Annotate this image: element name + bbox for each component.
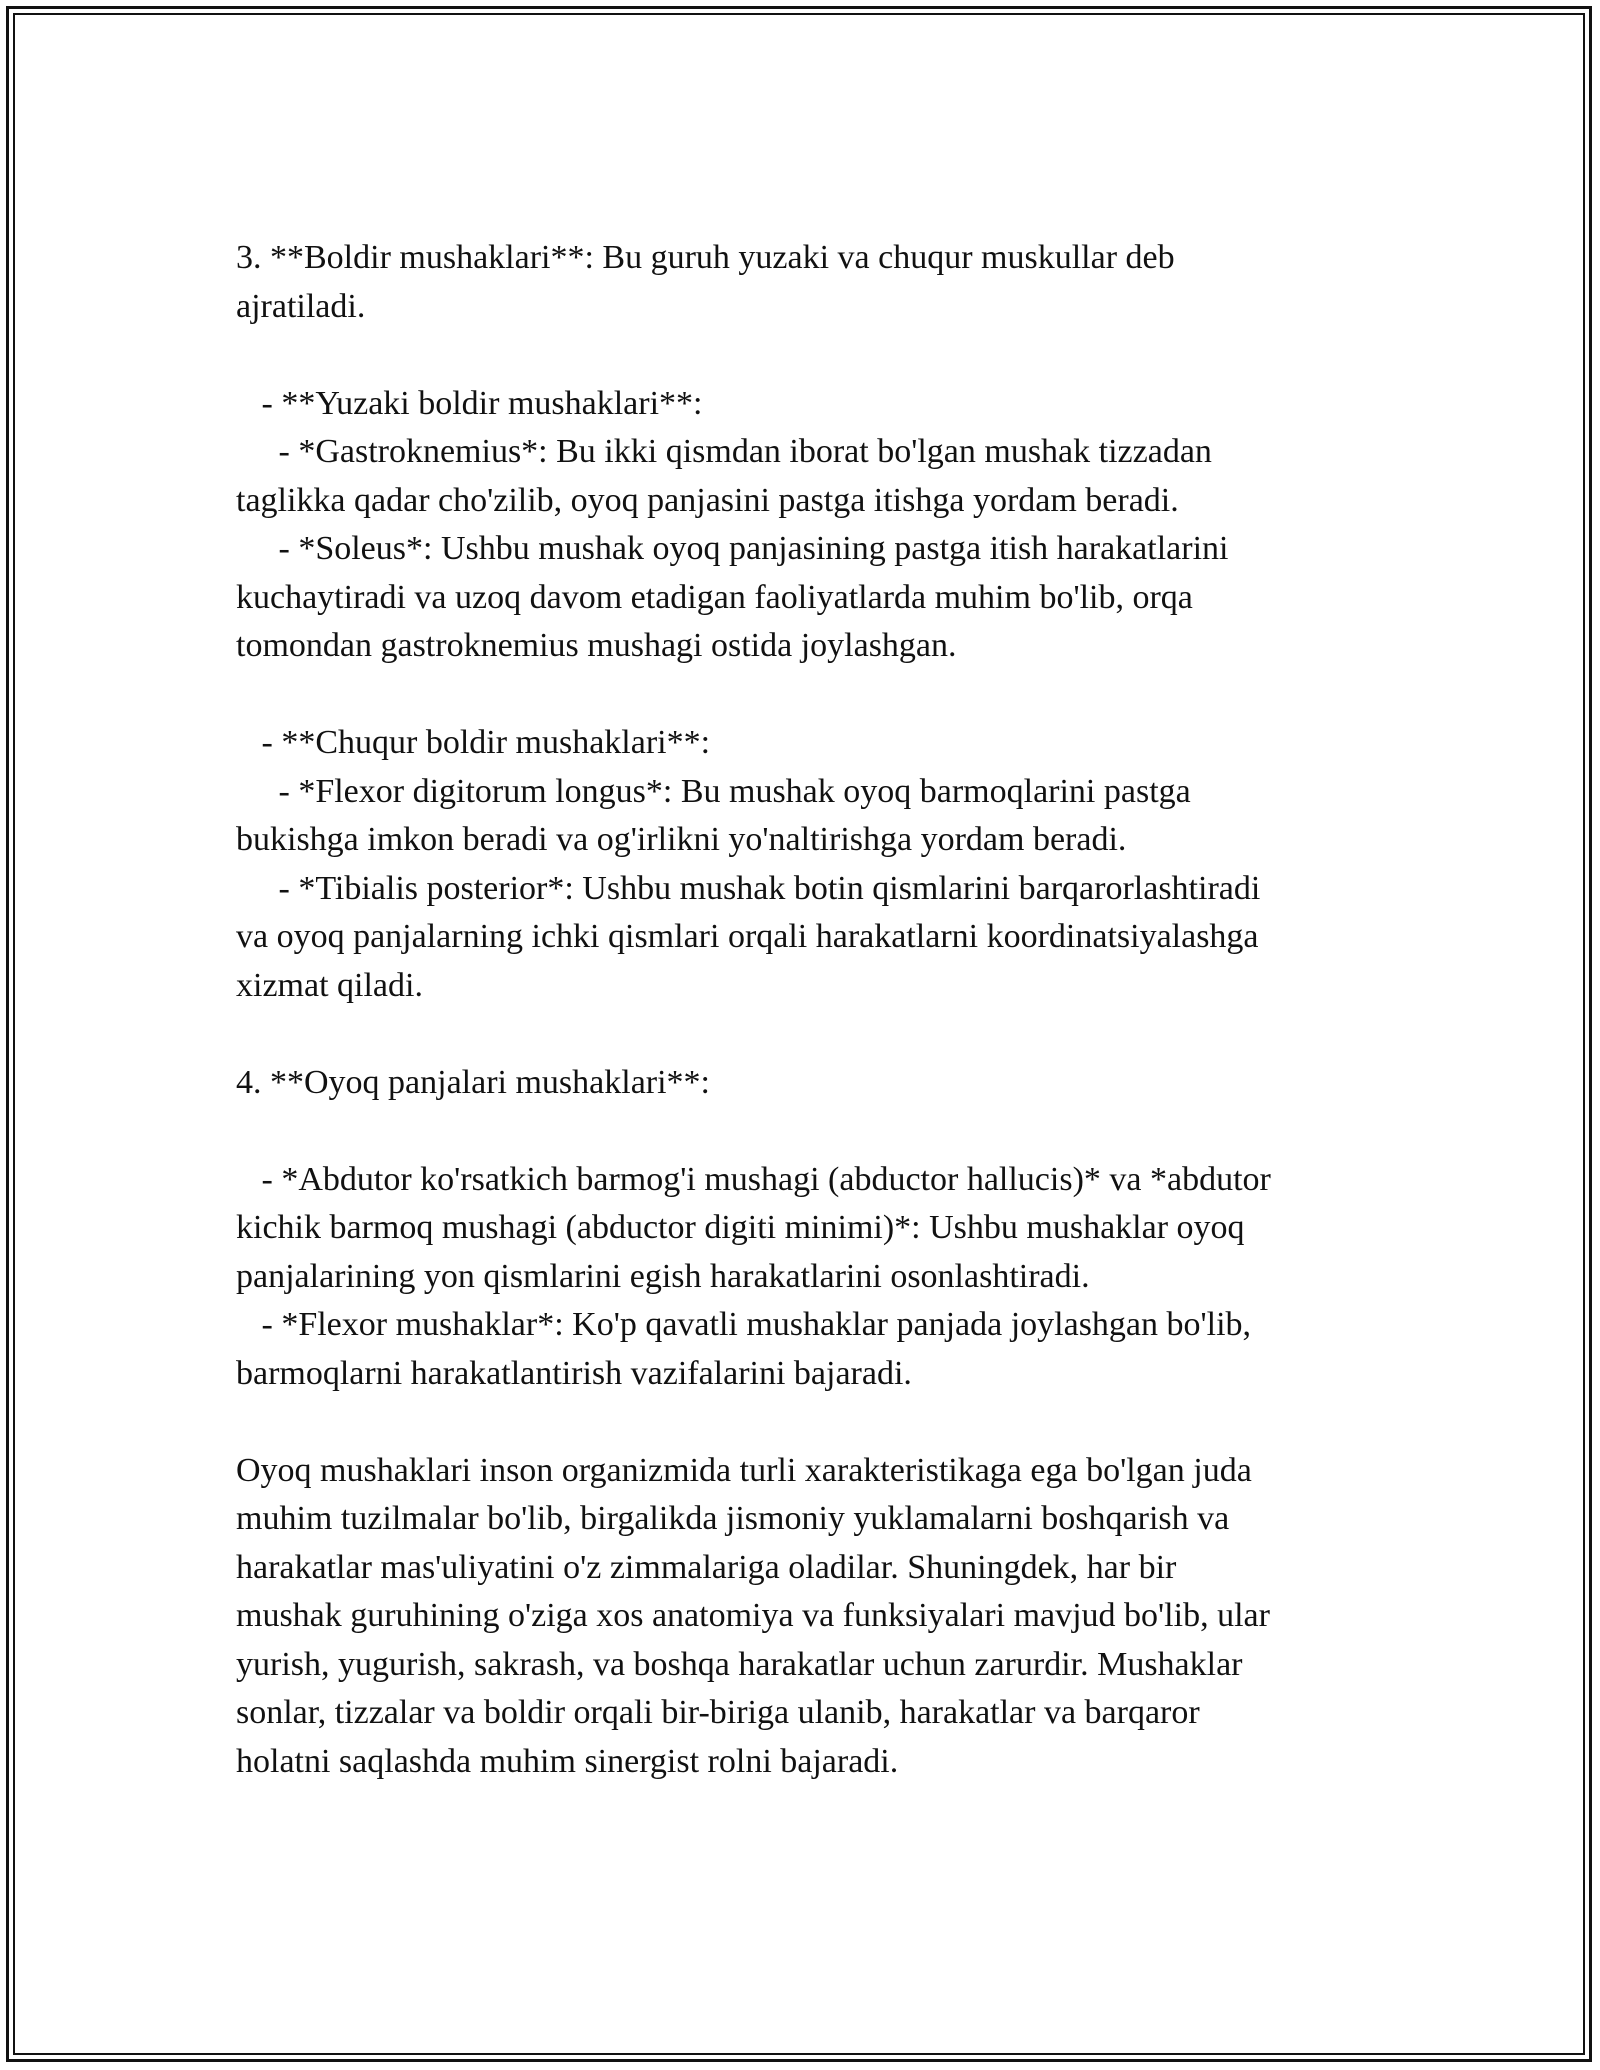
text-line: bukishga imkon beradi va og'irlikni yo'naltirishga yordam beradi. bbox=[236, 821, 1127, 858]
text-line: muhim tuzilmalar bo'lib, birgalikda jismoniy yuklamalarni boshqarish va bbox=[236, 1500, 1230, 1537]
text-line: panjalarining yon qismlarini egish harakatlarini osonlashtiradi. bbox=[236, 1257, 1090, 1295]
blank-line bbox=[236, 1398, 1366, 1447]
document-body bbox=[236, 234, 1366, 1786]
text-line: - *Soleus*: Ushbu mushak oyoq panjasining pastga itish harakatlarini bbox=[236, 530, 1229, 567]
blank-line bbox=[236, 1010, 1366, 1059]
text-line: holatni saqlashda muhim sinergist rolni bajaradi. bbox=[236, 1742, 899, 1780]
text-line: xizmat qiladi. bbox=[236, 966, 423, 1004]
text-line: tomondan gastroknemius mushagi ostida joylashgan. bbox=[236, 627, 957, 664]
text-line: - *Tibialis posterior*: Ushbu mushak botin qismlarini barqarorlashtiradi bbox=[236, 869, 1261, 907]
blank-line bbox=[236, 331, 1366, 380]
text-line: barmoqlarni harakatlantirish vazifalarini bajaradi. bbox=[236, 1354, 912, 1392]
text-line: kichik barmoq mushagi (abductor digiti minimi)*: Ushbu mushaklar oyoq bbox=[236, 1209, 1245, 1246]
text-line: - *Gastroknemius*: Bu ikki qismdan iborat bo'lgan mushak tizzadan bbox=[236, 433, 1212, 470]
text-line: Oyoq mushaklari inson organizmida turli xarakteristikaga ega bo'lgan juda bbox=[236, 1451, 1252, 1489]
text-line: mushak guruhining o'ziga xos anatomiya va funksiyalari mavjud bo'lib, ular bbox=[236, 1597, 1270, 1634]
text-line: - *Abdutor ko'rsatkich barmog'i mushagi (abductor hallucis)* va *abdutor bbox=[236, 1160, 1271, 1198]
text-line: yurish, yugurish, sakrash, va boshqa harakatlar uchun zarurdir. Mushaklar bbox=[236, 1645, 1243, 1683]
text-line: ajratiladi. bbox=[236, 287, 366, 325]
text-line: - *Flexor mushaklar*: Ko'p qavatli mushaklar panjada joylashgan bo'lib, bbox=[236, 1306, 1252, 1343]
text-line: 4. **Oyoq panjalari mushaklari**: bbox=[236, 1063, 711, 1101]
text-line: harakatlar mas'uliyatini o'z zimmalariga oladilar. Shuningdek, har bir bbox=[236, 1548, 1177, 1586]
text-line: sonlar, tizzalar va boldir orqali bir-biriga ulanib, harakatlar va barqaror bbox=[236, 1694, 1200, 1731]
blank-line bbox=[236, 1107, 1366, 1156]
text-line: kuchaytiradi va uzoq davom etadigan faoliyatlarda muhim bo'lib, orqa bbox=[236, 578, 1193, 616]
text-line: 3. **Boldir mushaklari**: Bu guruh yuzaki va chuqur muskullar deb bbox=[236, 239, 1175, 276]
blank-line bbox=[236, 671, 1366, 720]
text-line: - *Flexor digitorum longus*: Bu mushak oyoq barmoqlarini pastga bbox=[236, 772, 1191, 810]
text-line: taglikka qadar cho'zilib, oyoq panjasini pastga itishga yordam beradi. bbox=[236, 481, 1179, 519]
text-line: - **Yuzaki boldir mushaklari**: bbox=[236, 384, 703, 422]
text-line: va oyoq panjalarning ichki qismlari orqali harakatlarni koordinatsiyalashga bbox=[236, 918, 1259, 955]
text-line: - **Chuqur boldir mushaklari**: bbox=[236, 724, 711, 761]
